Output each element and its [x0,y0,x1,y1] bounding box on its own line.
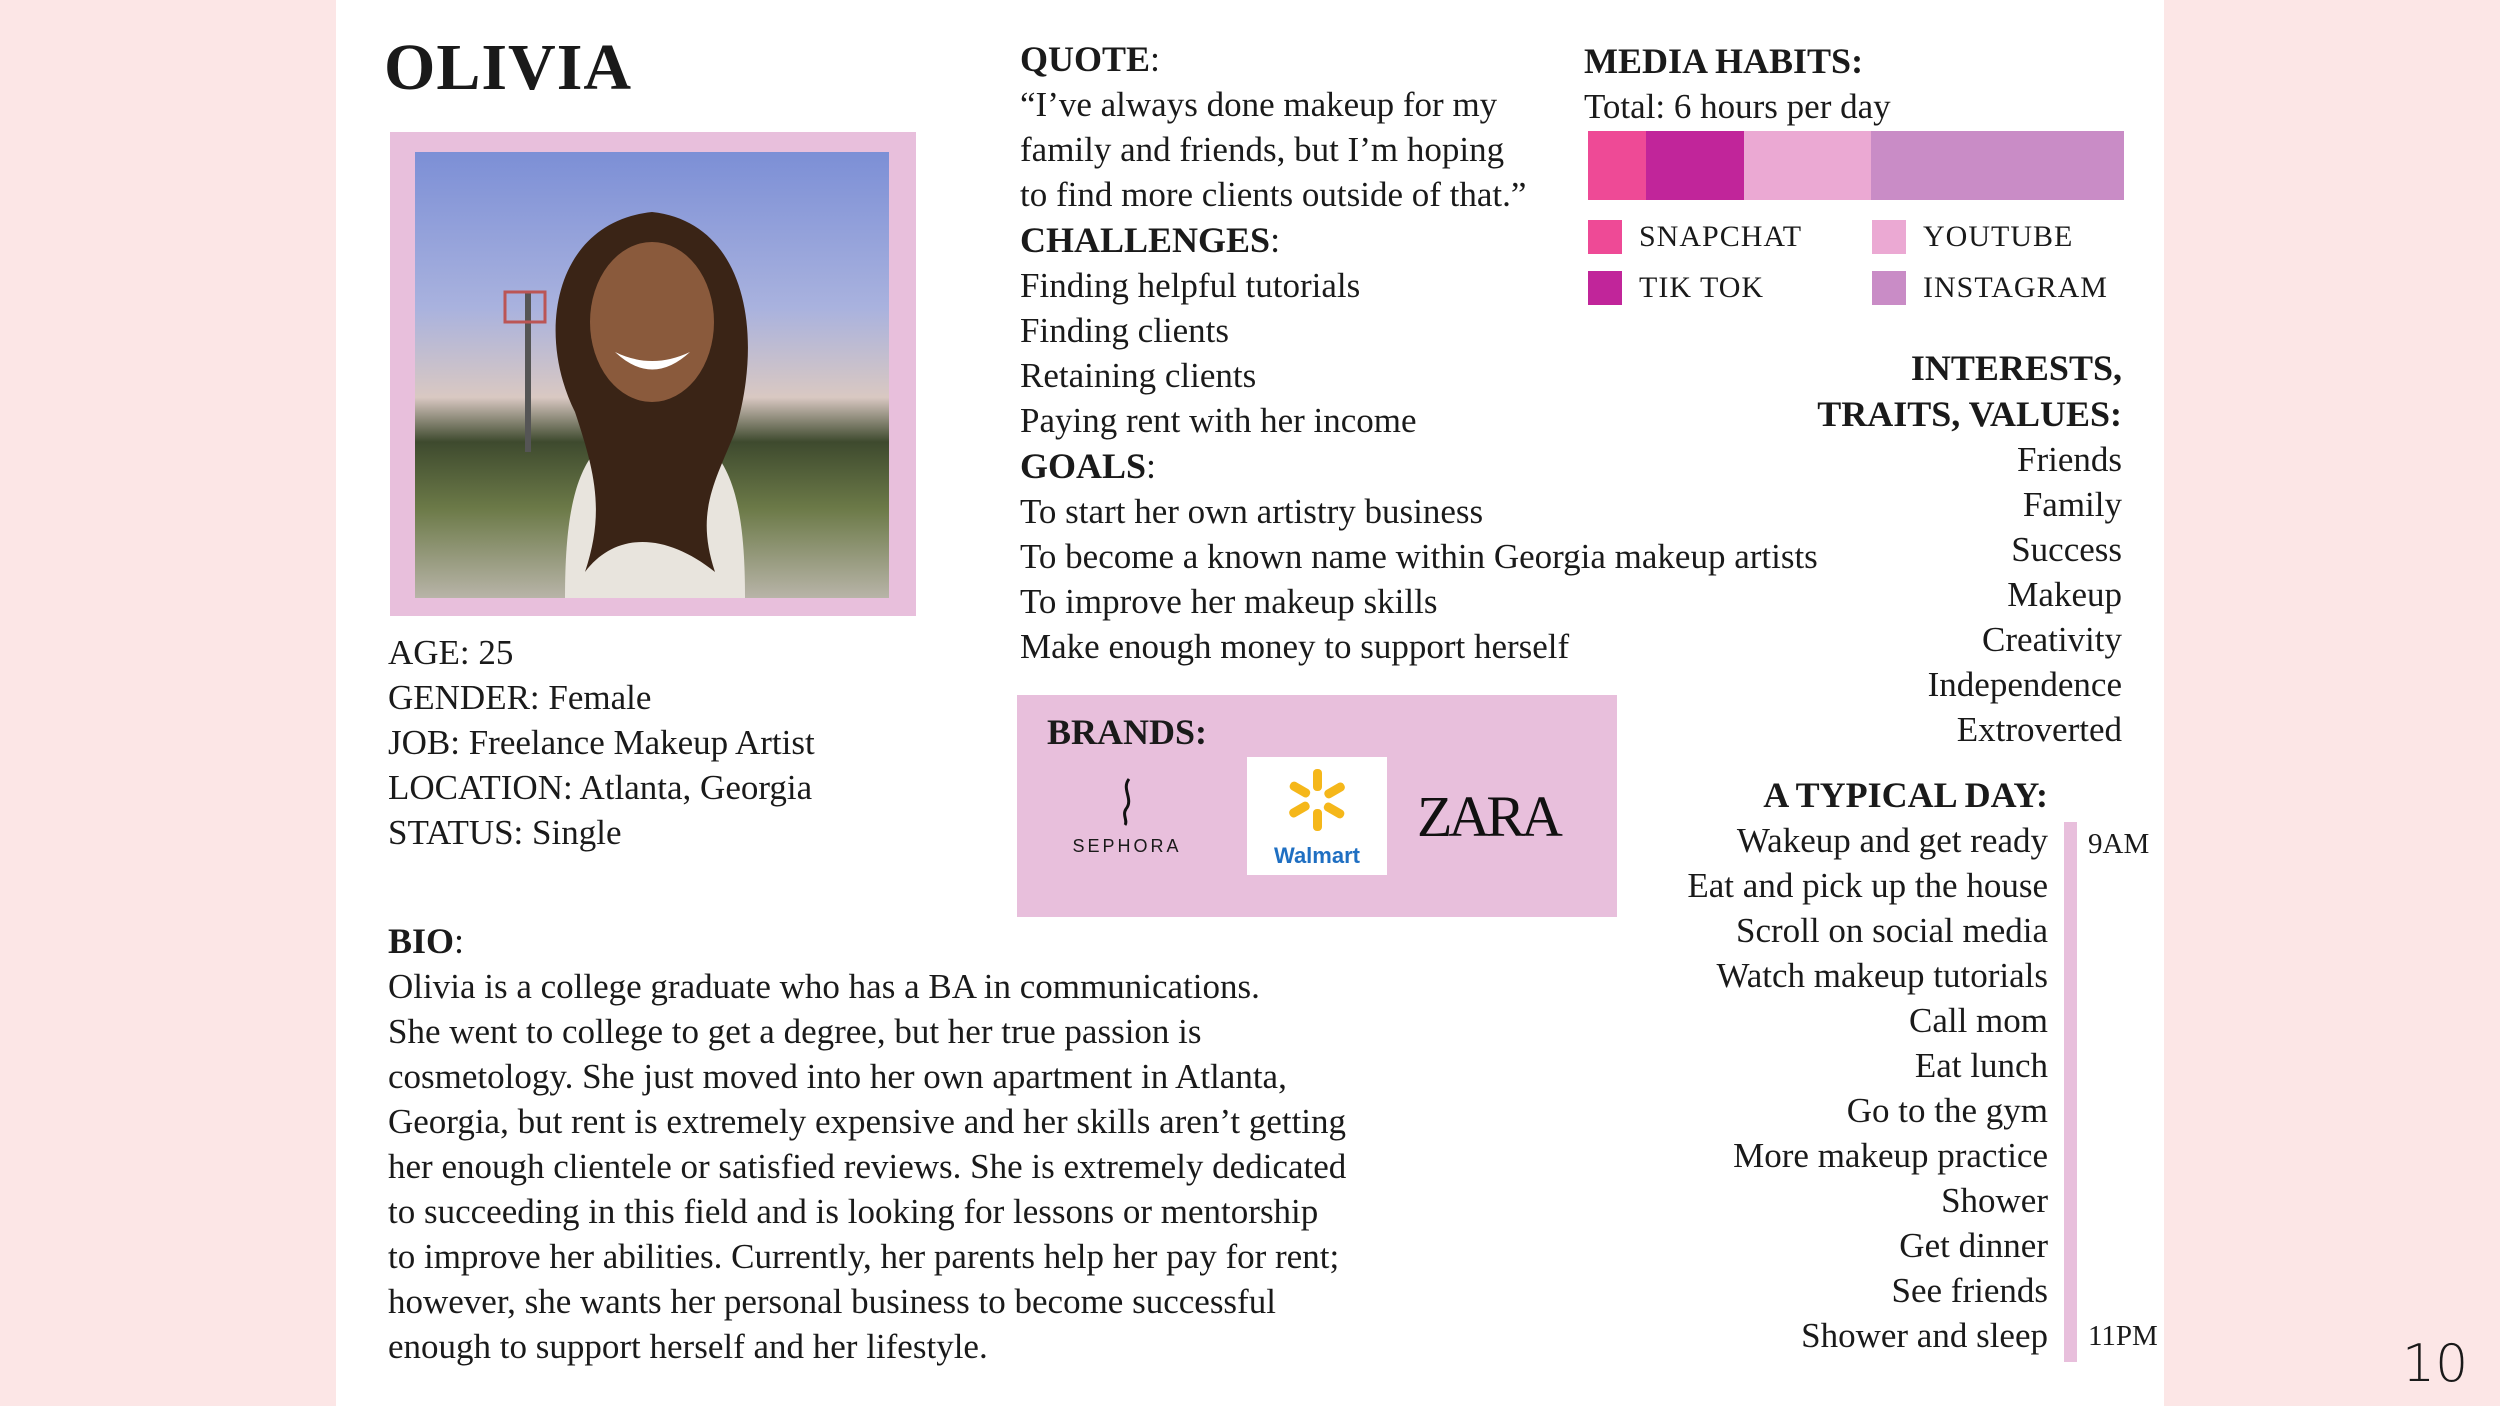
instagram-label: INSTAGRAM [1923,271,2108,304]
goal-item: Make enough money to support herself [1020,627,1570,666]
interests-heading-1: INTERESTS, [1910,348,2122,388]
challenges-heading: CHALLENGES [1020,220,1271,260]
day-item: Go to the gym [1846,1091,2048,1130]
interest-item: Independence [1927,665,2122,704]
detail-gender: GENDER: Female [388,678,652,717]
zara-logo: ZARA [1417,784,1559,849]
interest-item: Extroverted [1956,710,2122,749]
sephora-label: SEPHORA [1072,836,1182,856]
media-heading: MEDIA HABITS: [1584,41,1864,81]
media-total: Total: 6 hours per day [1584,87,1891,126]
bio-line: however, she wants her personal business to become successful [388,1282,1276,1321]
tiktok-label: TIK TOK [1639,271,1765,304]
bio-line: cosmetology. She just moved into her own apartment in Atlanta, [388,1057,1287,1096]
detail-status: STATUS: Single [388,813,622,852]
bio-line: enough to support herself and her lifestyle. [388,1327,988,1366]
youtube-swatch [1872,220,1906,254]
goal-item: To become a known name within Georgia makeup artists [1020,537,1818,576]
media-legend [1588,220,2148,320]
media-bar-segment-instagram [1871,131,2124,200]
timeline-end: 11PM [2088,1320,2158,1352]
legend-snapchat [1588,220,1802,254]
persona-details [388,630,815,855]
media-stacked-bar [1588,131,2124,200]
day-item: Get dinner [1899,1226,2048,1265]
detail-job: JOB: Freelance Makeup Artist [388,723,815,762]
interests-section [1620,345,2122,752]
timeline-bar [2064,822,2077,1362]
goals-heading: GOALS [1020,446,1147,486]
walmart-spark-icon [1282,765,1352,835]
challenge-item: Finding helpful tutorials [1020,266,1361,305]
brands-heading: BRANDS: [1047,712,1208,752]
day-item: Call mom [1908,1001,2048,1040]
goal-item: To start her own artistry business [1020,492,1484,531]
day-item: Shower and sleep [1801,1316,2048,1355]
day-item: Wakeup and get ready [1736,821,2048,860]
day-item: More makeup practice [1733,1136,2048,1175]
detail-location: LOCATION: Atlanta, Georgia [388,768,813,807]
bio-line: to succeeding in this field and is looking for lessons or mentorship [388,1192,1319,1231]
typical-day-section [1600,772,2048,1358]
bio-line: She went to college to get a degree, but her true passion is [388,1012,1202,1051]
instagram-swatch [1872,271,1906,305]
bio-section: BIO: Olivia is a college graduate who has a BA in communications. She went to college to get a degree, but her true passion is cosmetology. She just moved into her own apartment in Atlanta, Georgia, but rent is extremely expensive and her skills aren’t getting her enough clientele or satisfied reviews. She is extremely dedicated to succeeding in this field and is looking for lessons or mentorship to improve her abilities. Currently, her parents help her pay for rent; however, she wants her personal business to become successful enough to support herself and her lifestyle. [388,918,1346,1369]
challenge-item: Paying rent with her income [1020,401,1417,440]
media-bar-segment-youtube [1744,131,1871,200]
brands-box [1017,695,1617,917]
typical-day-heading: A TYPICAL DAY: [1763,775,2048,815]
legend-instagram [1872,271,2108,305]
interest-item: Family [2022,485,2122,524]
youtube-label: YOUTUBE [1923,220,2074,253]
legend-tiktok [1588,271,1764,305]
interest-item: Creativity [1982,620,2122,659]
day-item: Eat and pick up the house [1687,866,2048,905]
snapchat-label: SNAPCHAT [1639,220,1803,253]
walmart-label: Walmart [1274,843,1360,868]
interest-item: Success [2011,530,2122,569]
person-illustration [415,152,889,598]
challenge-item: Finding clients [1020,311,1230,350]
goal-item: To improve her makeup skills [1020,582,1438,621]
media-bar-segment-snapchat [1588,131,1646,200]
sephora-flame-icon [1112,777,1142,827]
photo-frame [390,132,916,616]
sephora-logo [1067,777,1187,867]
day-item: Shower [1941,1181,2048,1220]
quote-line: to find more clients outside of that.” [1020,175,1527,214]
timeline-start: 9AM [2088,828,2150,860]
interest-item: Makeup [2007,575,2122,614]
detail-age: AGE: 25 [388,633,514,672]
middle-column: QUOTE: “I’ve always done makeup for my family and friends, but I’m hoping to find more clients outside of that.” CHALLENGES: Finding helpful tutorials Finding clients Retaining clients Paying rent with her income GOALS: To start her own artistry business To become a known name within Georgia makeup artists To improve her makeup skills Make enough money to support herself [1020,36,1818,669]
interests-heading-2: TRAITS, VALUES: [1817,394,2122,434]
quote-line: family and friends, but I’m hoping [1020,130,1505,169]
day-item: Eat lunch [1914,1046,2048,1085]
walmart-logo [1247,757,1387,875]
bio-line: Olivia is a college graduate who has a BA in communications. [388,967,1260,1006]
bio-heading: BIO [388,921,455,961]
bio-line: Georgia, but rent is extremely expensive and her skills aren’t getting [388,1102,1347,1141]
challenge-item: Retaining clients [1020,356,1257,395]
page-number: 10 [2402,1334,2469,1394]
persona-photo [415,152,889,598]
tiktok-swatch [1588,271,1622,305]
snapchat-swatch [1588,220,1622,254]
media-bar-segment-tik-tok [1646,131,1743,200]
day-item: See friends [1891,1271,2048,1310]
day-item: Scroll on social media [1735,911,2048,950]
persona-name: OLIVIA [384,31,633,104]
quote-heading: QUOTE [1020,39,1151,79]
legend-youtube [1872,220,2073,254]
interest-item: Friends [2017,440,2122,479]
bio-line: her enough clientele or satisfied reviews. She is extremely dedicated [388,1147,1347,1186]
bio-line: to improve her abilities. Currently, her parents help her pay for rent; [388,1237,1340,1276]
day-item: Watch makeup tutorials [1716,956,2048,995]
quote-line: “I’ve always done makeup for my [1020,85,1498,124]
